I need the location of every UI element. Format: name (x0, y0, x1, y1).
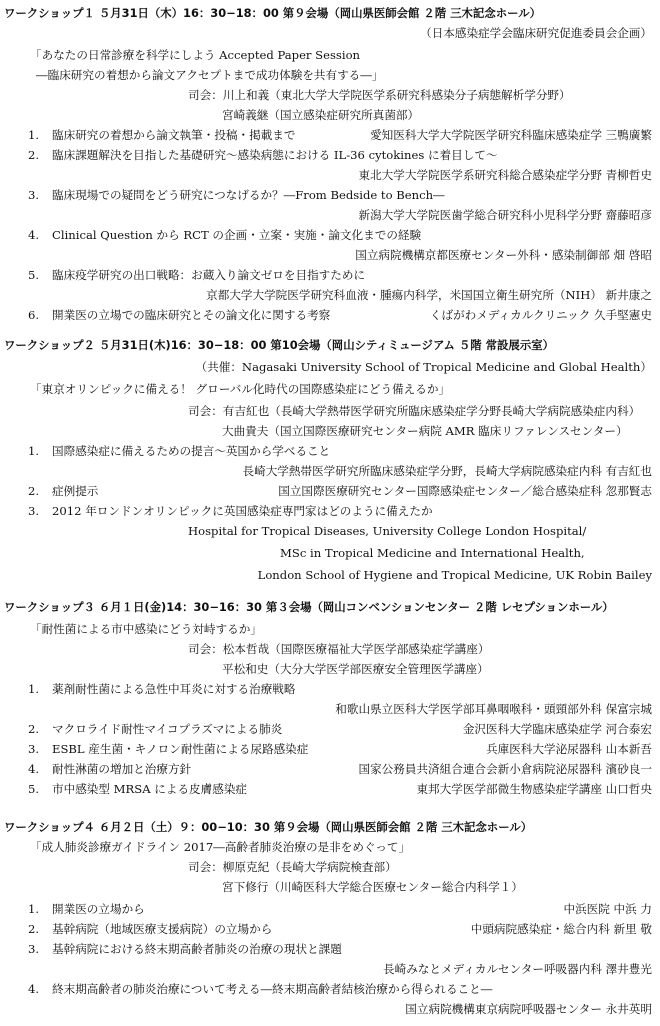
talk-title: マクロライド耐性マイコプラズマによる肺炎 (52, 722, 283, 736)
talk-speaker: 兵庫医科大学泌尿器科 山本新吾 (486, 742, 652, 756)
talk-speaker-affiliation: MSc in Tropical Medicine and International Health, (280, 546, 585, 560)
talk-number: 1. (28, 682, 40, 696)
talk-item (0, 266, 660, 284)
session-title: 「東京オリンピックに備える！ グローバル化時代の国際感染症にどう備えるか」 (30, 382, 451, 396)
session-title: 「成人肺炎診療ガイドライン 2017―高齢者肺炎治療の是非をめぐって」 (30, 840, 411, 854)
talk-number: 5. (28, 782, 40, 796)
chair-row (188, 640, 489, 658)
talk-number: 4. (28, 762, 40, 776)
talk-item (0, 980, 660, 998)
talk-number: 6. (28, 308, 40, 322)
talk-number: 1. (28, 902, 40, 916)
talk-speaker: 金沢医科大学臨床感染症学 河合泰宏 (462, 722, 652, 736)
chair-row (188, 858, 397, 876)
talk-number: 3. (28, 942, 40, 956)
talk-speaker: くばがわメディカルクリニック 久手堅憲史 (429, 308, 652, 322)
talk-speaker: 東邦大学医学部微生物感染症学講座 山口哲央 (416, 782, 652, 796)
talk-number: 4. (28, 982, 40, 996)
talk-number: 2. (28, 148, 40, 162)
talk-item (0, 146, 660, 164)
talk-title: 耐性淋菌の増加と治療方針 (52, 762, 192, 776)
talk-item (0, 442, 660, 460)
chair-name: 松本哲哉（国際医療福祉大学医学部感染症学講座） (222, 642, 490, 656)
workshop-heading: ワークショップ１ ５月31日（木）16：30−18：00 第９会場（岡山県医師会館 ２階 三木記念ホール） (4, 6, 542, 20)
talk-title: Clinical Question から RCT の企画・立案・実施・論文化までの経験 (52, 228, 422, 242)
talk-title: 終末期高齢者の肺炎治療について考える―終末期高齢者結核治療から得られること― (52, 982, 493, 996)
talk-speaker: 国立病院機構東京病院呼吸器センター 永井英明 (405, 1002, 652, 1016)
talk-speaker: 新潟大学大学院医歯学総合研究科小児科学分野 齋藤昭彦 (358, 208, 652, 222)
talk-title: 基幹病院における終末期高齢者肺炎の治療の現状と課題 (52, 942, 342, 956)
talk-title: 薬剤耐性菌による急性中耳炎に対する治療戦略 (52, 682, 296, 696)
talk-number: 1. (28, 128, 40, 142)
talk-speaker: 国立病院機構京都医療センター外科・感染制御部 畑 啓昭 (355, 248, 652, 262)
talk-number: 1. (28, 444, 40, 458)
chairs-label: 司会： (188, 860, 223, 874)
talk-speaker: 和歌山県立医科大学医学部耳鼻咽喉科・頭頸部外科 保富宗城 (335, 702, 652, 716)
chair-name: 有吉紅也（長崎大学熱帯医学研究所臨床感染症学分野長崎大学病院感染症内科） (222, 404, 641, 418)
talk-number: 3. (28, 742, 40, 756)
talk-number: 2. (28, 484, 40, 498)
workshop-heading: ワークショップ３ ６月１日(金)14：30−16：30 第３会場（岡山コンベンションセンター ２階 レセプションホール） (4, 600, 614, 614)
chair-row (188, 86, 571, 104)
talk-speaker: 京都大学大学院医学研究科血液・腫瘍内科学，米国国立衛生研究所（NIH） 新井康之 (206, 288, 652, 302)
talk-speaker: 愛知医科大学大学院医学研究科臨床感染症学 三鴨廣繁 (370, 128, 652, 142)
talk-number: 2. (28, 722, 40, 736)
workshop-heading: ワークショップ４ ６月２日（土）９：00−10：30 第９会場（岡山県医師会館 ２階 三木記念ホール） (4, 820, 533, 834)
talk-speaker: London School of Hygiene and Tropical Medicine, UK Robin Bailey (257, 568, 652, 582)
talk-speaker: 中浜医院 中浜 力 (563, 902, 652, 916)
talk-title: 症例提示 (52, 484, 99, 498)
talk-speaker-affiliation: Hospital for Tropical Diseases, University College London Hospital/ (188, 524, 587, 538)
talk-title: 2012 年ロンドンオリンピックに英国感染症専門家はどのように備えたか (52, 504, 433, 518)
workshop-heading: ワークショップ２ ５月31日(木)16：30−18：00 第10会場（岡山シティミュージアム ５階 常設展示室） (4, 338, 554, 352)
talk-title: 市中感染型 MRSA による皮膚感染症 (52, 782, 248, 796)
chair-row (188, 402, 640, 420)
talk-speaker: 国立国際医療研究センター国際感染症センター／総合感染症科 忽那賢志 (278, 484, 652, 498)
talk-title: 臨床現場での疑問をどう研究につなげるか？―From Bedside to Bench― (52, 188, 445, 202)
chair-name: 宮下修行（川崎医科大学総合医療センター総合内科学１） (222, 880, 523, 894)
chairs-label: 司会： (188, 642, 223, 656)
talk-title: 基幹病院（地域医療支援病院）の立場から (52, 922, 273, 936)
session-subtitle: ―臨床研究の着想から論文アクセプトまで成功体験を共有する―」 (36, 68, 384, 82)
session-title: 「あなたの日常診療を科学にしよう Accepted Paper Session (30, 48, 361, 62)
chairs-label: 司会： (188, 404, 223, 418)
talk-number: 3. (28, 188, 40, 202)
cosponsor: （共催：Nagasaki University School of Tropical Medicine and Global Health） (195, 360, 652, 374)
session-title: 「耐性菌による市中感染にどう対峙するか」 (30, 622, 262, 636)
talk-title: 開業医の立場から (52, 902, 145, 916)
chair-name: 柳原克紀（長崎大学病院検査部） (222, 860, 397, 874)
talk-item (0, 900, 660, 918)
talk-title: 臨床研究の着想から論文執筆・投稿・掲載まで (52, 128, 296, 142)
talk-title: ESBL 産生菌・キノロン耐性菌による尿路感染症 (52, 742, 309, 756)
talk-number: 4. (28, 228, 40, 242)
chair-name: 平松和史（大分大学医学部医療安全管理医学講座） (222, 662, 489, 676)
talk-speaker: 中頭病院感染症・総合内科 新里 敬 (470, 922, 652, 936)
talk-item (0, 226, 660, 244)
talk-item (0, 940, 660, 958)
talk-speaker: 東北大学大学院医学系研究科総合感染症学分野 青柳哲史 (358, 168, 652, 182)
talk-number: 2. (28, 922, 40, 936)
chair-name: 宮崎義継（国立感染症研究所真菌部） (222, 108, 420, 122)
talk-item (0, 502, 660, 520)
talk-item (0, 186, 660, 204)
talk-speaker: 長崎大学熱帯医学研究所臨床感染症学分野，長崎大学病院感染症内科 有吉紅也 (242, 464, 652, 478)
chair-name: 大曲貴夫（国立国際医療研究センター病院 AMR 臨床リファレンスセンター） (222, 424, 628, 438)
talk-title: 臨床疫学研究の出口戦略：お蔵入り論文ゼロを目指すために (52, 268, 366, 282)
cosponsor: （日本感染症学会臨床研究促進委員会企画） (420, 26, 652, 40)
talk-number: 5. (28, 268, 40, 282)
chair-name: 川上和義（東北大学大学院医学系研究科感染分子病態解析学分野） (222, 88, 571, 102)
talk-title: 臨床課題解決を目指した基礎研究〜感染病態における IL-36 cytokines に着目して〜 (52, 148, 498, 162)
talk-speaker: 長崎みなとメディカルセンター呼吸器内科 澤井豊光 (383, 962, 652, 976)
chairs-label: 司会： (188, 88, 223, 102)
talk-title: 国際感染症に備えるための提言〜英国から学べること (52, 444, 331, 458)
talk-speaker: 国家公務員共済組合連合会新小倉病院泌尿器科 濱砂良一 (358, 762, 652, 776)
talk-title: 開業医の立場での臨床研究とその論文化に関する考察 (52, 308, 331, 322)
talk-item (0, 680, 660, 698)
talk-number: 3. (28, 504, 40, 518)
